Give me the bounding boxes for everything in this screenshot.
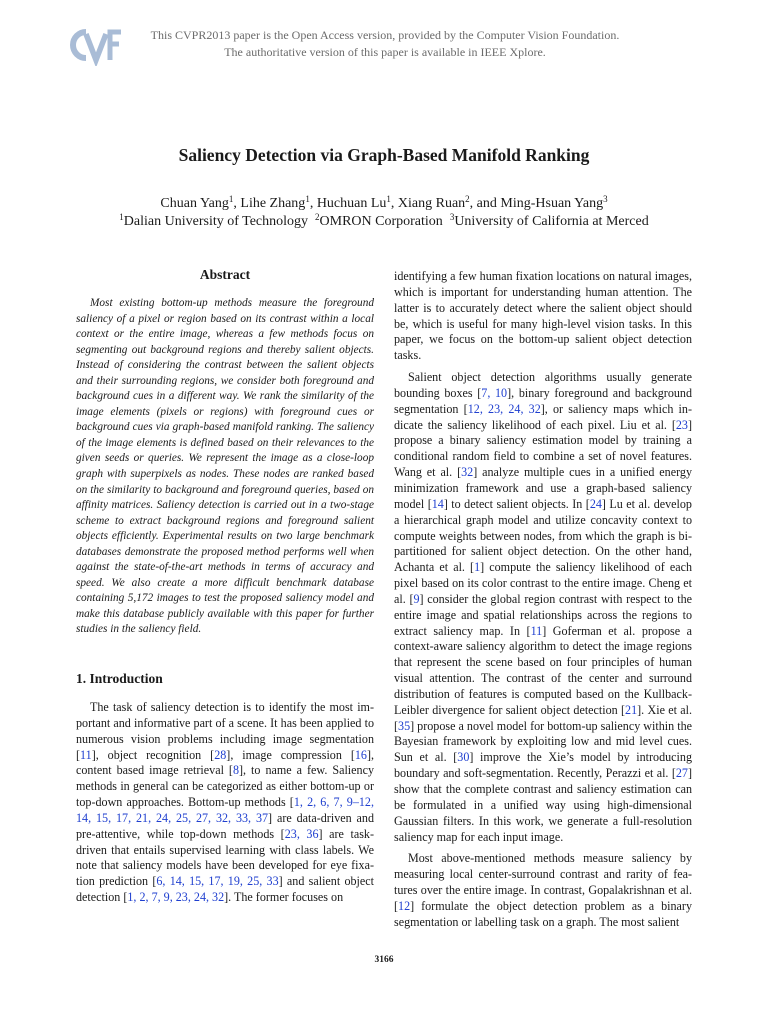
citation-link[interactable]: 16 bbox=[354, 747, 367, 762]
abstract-heading: Abstract bbox=[199, 267, 251, 282]
citation-link[interactable]: 30 bbox=[457, 750, 470, 765]
citation-link[interactable]: 1 bbox=[474, 560, 481, 575]
notice-line-1: This CVPR2013 paper is the Open Access version, provided by the Computer Vision Foundation. bbox=[150, 28, 620, 42]
affiliation-mark: 2 bbox=[315, 212, 320, 222]
citation-link[interactable]: 9 bbox=[413, 591, 420, 606]
open-access-notice bbox=[130, 27, 640, 61]
citation-link[interactable]: 35 bbox=[398, 718, 411, 733]
author-affiliation-mark: 2 bbox=[465, 194, 470, 204]
author-name: Xiang Ruan bbox=[397, 196, 466, 211]
author-name: Huchuan Lu bbox=[316, 196, 387, 211]
citation-link[interactable]: 6, 14, 15, 17, 19, 25, 33 bbox=[156, 874, 279, 889]
citation-link[interactable]: 1, 2, 7, 9, 23, 24, 32 bbox=[127, 890, 225, 905]
affiliation-name: University of California at Merced bbox=[454, 214, 649, 229]
affiliation-name: OMRON Corporation bbox=[319, 214, 443, 229]
author-affiliation-mark: 3 bbox=[603, 194, 608, 204]
citation-link[interactable]: 23 bbox=[675, 417, 688, 432]
citation-link[interactable]: 32 bbox=[461, 465, 474, 480]
citation-link[interactable]: 12, 23, 24, 32 bbox=[467, 401, 541, 416]
body-paragraph: Salient object detection algorithms usually generate bounding boxes [7, 10], binary foreground and background segmentation [12, 23, 24, 32], or saliency maps which indicate the saliency likelihood of each pixel. Liu et al. [23] propose a binary saliency estimation model by training a conditional random field to combine a set of novel features. Wang et al. [32] analyze multiple cues in a unified energy minimization framework and use a graph-based saliency model [14] to detect salient objects. In [24] Lu et al. develop a hierarchical graph model and utilize concavity context to compute weights between nodes, from which the graph is bi-partitioned for salient object detection. On the other hand, Achanta et al. [1] compute the saliency likelihood of each pixel based on its color contrast to the entire image. Cheng et al. [9] consider the global region contrast with respect to the entire image and spatial relationships across the regions to extract saliency map. In [11] Goferman et al. propose a context-aware saliency algorithm to detect the image regions that represent the scene based on four principles of human visual attention. The contrast of the center and surround distribution of features is computed based on the Kullback-Leibler divergence for salient object detection [21]. Xie et al. [35] propose a novel model for bottom-up saliency within the Bayesian framework by exploiting low and mid level cues. Sun et al. [30] improve the Xie’s model by introducing boundary and soft-segmentation. Recently, Perazzi et al. [27] show that the complete contrast and saliency estimation can be formulated in a unified way using high-dimensional Gaussian filters. In this work, we generate a full-resolution saliency map for each input image. bbox=[394, 370, 693, 844]
affiliation-mark: 3 bbox=[449, 212, 455, 222]
body-paragraph: Most above-mentioned methods measure saliency by measuring local center-surround contrast and rarity of features over the entire image. In contrast, Gopalakrishnan et al. [12] formulate the object detection problem as a binary segmentation or labelling task on a graph. The most salient bbox=[394, 851, 692, 929]
author-affiliation-mark: 1 bbox=[386, 194, 391, 204]
left-column bbox=[76, 266, 374, 912]
citation-link[interactable]: 11 bbox=[80, 747, 92, 762]
citation-link[interactable]: 24 bbox=[589, 496, 602, 511]
abstract-text: Most existing bottom-up methods measure the foreground saliency of a pixel or region based on its contrast within a local context or the entire image, whereas a few methods focus on segmenting out background regions and thereby salient objects. Instead of considering the contrast between the salient objects and their surrounding regions, we consider both foreground and background cues in a different way. We rank the similarity of the image elements (pixels or regions) with foreground cues or background cues via graph-based manifold ranking. The saliency of the image elements is defined based on their relevances to the given seeds or queries. We represent the image as a close-loop graph with superpixels as nodes. These nodes are ranked based on the similarity to background and foreground queries, based on affinity matrices. Saliency detection is carried out in a two-stage scheme to extract background regions and foreground salient objects efficiently. Experimental results on two large benchmark databases demonstrate the proposed method performs well when against the state-of-the-art methods in terms of accuracy and speed. We also create a more difficult benchmark database containing 5,172 images to test the proposed saliency model and make this database publicly available with this paper for further studies in the saliency field. bbox=[76, 297, 374, 636]
introduction-right-text bbox=[394, 269, 692, 931]
citation-link[interactable]: 28 bbox=[214, 747, 227, 762]
author-affiliation-mark: 1 bbox=[228, 194, 234, 204]
paper-title: Saliency Detection via Graph-Based Manifold Ranking bbox=[178, 145, 590, 165]
citation-link[interactable]: 12 bbox=[398, 898, 411, 913]
introduction-heading: 1. Introduction bbox=[76, 671, 163, 687]
page-number: 3166 bbox=[374, 955, 394, 965]
affiliation-list bbox=[0, 213, 768, 231]
citation-link[interactable]: 7, 10 bbox=[481, 385, 508, 400]
affiliation-name: Dalian University of Technology bbox=[123, 214, 309, 229]
citation-link[interactable]: 8 bbox=[232, 763, 240, 778]
citation-link[interactable]: 14 bbox=[431, 496, 444, 511]
cvf-logo bbox=[64, 24, 122, 66]
author-list: Chuan Yang$^1$, Lihe Zhang$^1$, Huchuan Lu$^1$, Xiang Ruan$^2$, and Ming-Hsuan Yang$^3$ bbox=[160, 194, 608, 211]
citation-link[interactable]: 11 bbox=[530, 623, 543, 638]
citation-link[interactable]: 1, 2, 6, 7, 9–12, 14, 15, 17, 21, 24, 25, 27, 32, 33, 37 bbox=[76, 795, 374, 825]
author-name: Chuan Yang bbox=[160, 196, 229, 211]
author-name: Lihe Zhang bbox=[240, 196, 306, 211]
notice-line-2: The authoritative version of this paper is available in IEEE Xplore. bbox=[224, 45, 546, 59]
right-column bbox=[394, 269, 692, 937]
affiliation-mark: 1 bbox=[119, 212, 124, 222]
cvf-logo-icon bbox=[64, 24, 122, 66]
author-affiliation-mark: 1 bbox=[305, 194, 310, 204]
body-paragraph: identifying a few human fixation locations on natural images, which is important for understanding human attention. The latter is to accurately detect where the salient object should be, which is useful for many high-level vision tasks. In this paper, we focus on the bottom-up salient object detection tasks. bbox=[394, 269, 692, 363]
citation-link[interactable]: 21 bbox=[625, 702, 638, 717]
introduction-left-text bbox=[76, 700, 374, 906]
author-name: Ming-Hsuan Yang bbox=[500, 196, 604, 211]
body-paragraph: The task of saliency detection is to identify the most important and informative part of a scene. It has been applied to numerous vision problems including image segmentation [11], object recognition [28], image compression [16], content based image retrieval [8], to name a few. Saliency methods in general can be categorized as either bottom-up or top-down approaches. Bottom-up methods [1, 2, 6, 7, 9–12, 14, 15, 17, 21, 24, 25, 27, 32, 33, 37] are data-driven and pre-attentive, while top-down methods [23, 36] are task-driven that entails supervised learning with class labels. We note that saliency models have been developed for eye fixation prediction [6, 14, 15, 17, 19, 25, 33] and salient object detection [1, 2, 7, 9, 23, 24, 32]. The former focuses on bbox=[76, 700, 375, 905]
citation-link[interactable]: 27 bbox=[675, 766, 688, 781]
citation-link[interactable]: 23, 36 bbox=[284, 826, 319, 841]
